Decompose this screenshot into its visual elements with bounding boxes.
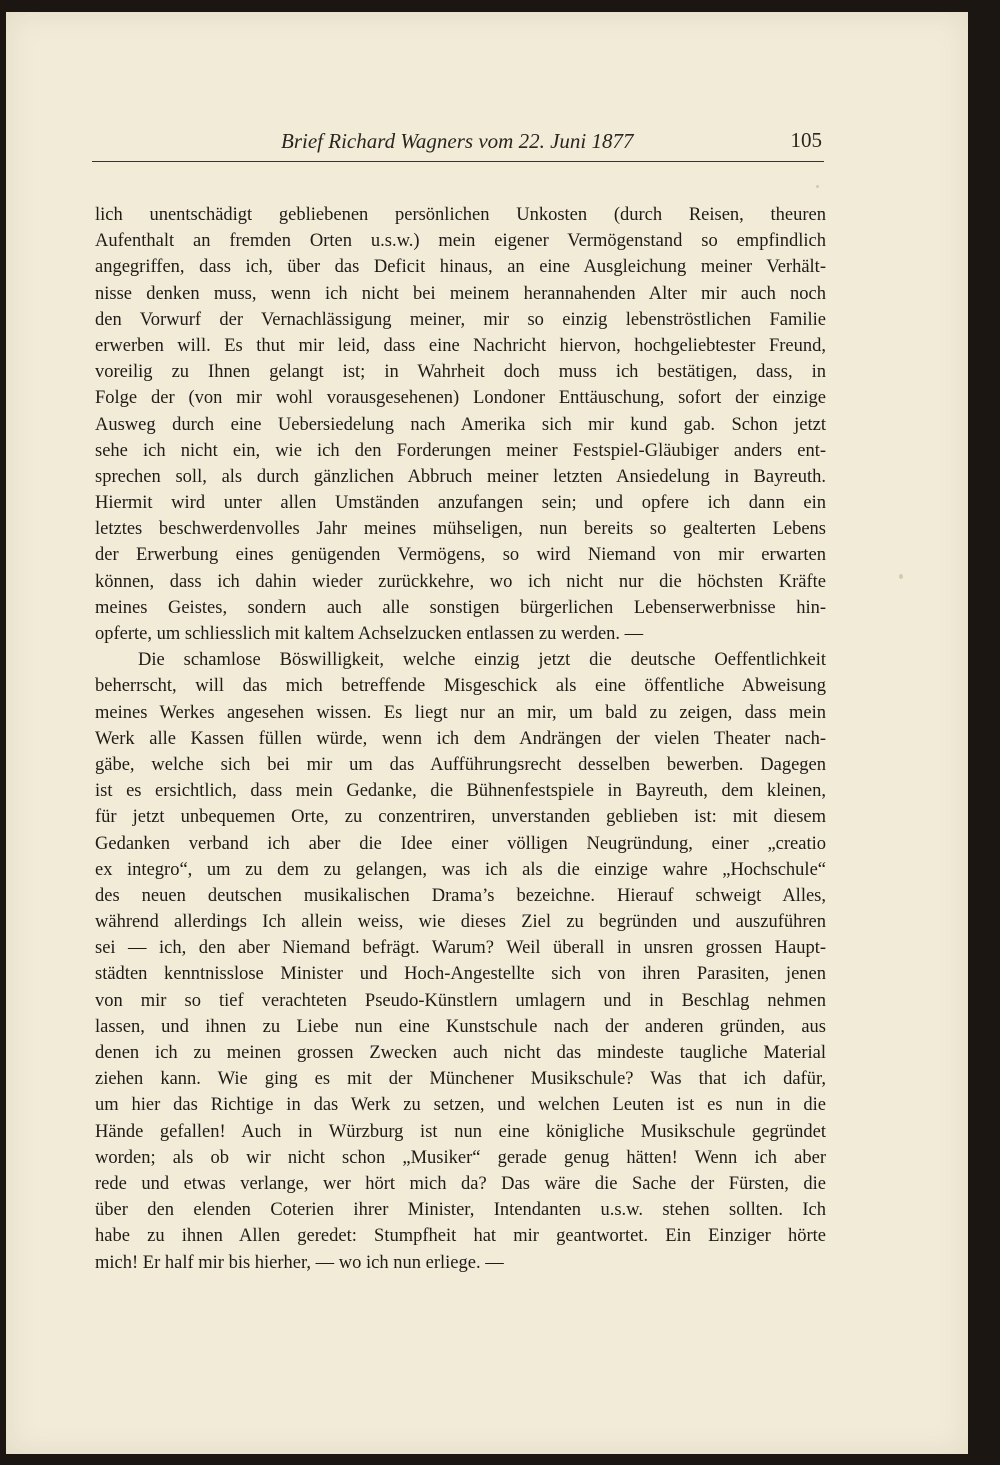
text-line: sprechen soll, als durch gänzlichen Abbruch meiner letzten Ansiedelung in Bayreuth.: [95, 466, 826, 487]
text-line: Aufenthalt an fremden Orten u.s.w.) mein eigener Vermögenstand so empfindlich: [95, 231, 826, 252]
text-line: den Vorwurf der Vernachlässigung meiner, mir so einzig lebenströstlichen Familie: [95, 309, 826, 330]
text-line: opferte, um schliesslich mit kaltem Achselzucken entlassen zu werden. —: [95, 624, 644, 644]
text-line: Werk alle Kassen füllen würde, wenn ich dem Andrängen der vielen Theater nach-: [95, 728, 826, 749]
text-line: erwerben will. Es thut mir leid, dass eine Nachricht hiervon, hochgeliebtester Freund,: [95, 335, 826, 356]
text-line: Ausweg durch eine Uebersiedelung nach Amerika sich mir kund gab. Schon jetzt: [95, 414, 826, 435]
text-line: Hände gefallen! Auch in Würzburg ist nun eine königliche Musikschule gegründet: [95, 1121, 826, 1142]
text-line: worden; als ob wir nicht schon „Musiker“ gerade genug hätten! Wenn ich aber: [95, 1147, 826, 1168]
text-line: können, dass ich dahin wieder zurückkehre, wo ich nicht nur die höchsten Kräfte: [95, 571, 826, 592]
text-line: nisse denken muss, wenn ich nicht bei meinem herannahenden Alter mir auch noch: [95, 283, 826, 304]
text-line: um hier das Richtige in das Werk zu setzen, und welchen Leuten ist es nun in die: [95, 1095, 826, 1116]
page-number: 105: [790, 128, 822, 152]
text-line: ex integro“, um zu dem zu gelangen, was ich als die einzige wahre „Hochschule“: [95, 859, 826, 880]
text-line: meines Werkes angesehen wissen. Es liegt nur an mir, um bald zu zeigen, dass mein: [95, 702, 826, 723]
body-text: [95, 202, 826, 1276]
text-line: von mir so tief verachteten Pseudo-Künstlern umlagern und in Beschlag nehmen: [95, 990, 826, 1011]
text-line: Hiermit wird unter allen Umständen anzufangen sein; und opfere ich dann ein: [95, 493, 826, 514]
text-line: der Erwerbung eines genügenden Vermögens, so wird Niemand von mir erwarten: [95, 545, 826, 566]
text-line: während allerdings Ich allein weiss, wie dieses Ziel zu begründen und auszuführen: [95, 912, 826, 933]
text-line: voreilig zu Ihnen gelangt ist; in Wahrheit doch muss ich bestätigen, dass, in: [95, 362, 826, 383]
text-line: sehe ich nicht ein, wie ich den Forderungen meiner Festspiel-Gläubiger anders ent-: [95, 440, 826, 461]
text-line: mich! Er half mir bis hierher, — wo ich nun erliege. —: [95, 1252, 504, 1273]
text-line: lassen, und ihnen zu Liebe nun eine Kunstschule nach der anderen gründen, aus: [95, 1016, 826, 1037]
text-line: städten kenntnisslose Minister und Hoch-Angestellte sich von ihren Parasiten, jenen: [95, 964, 826, 985]
text-line: Gedanken verband ich aber die Idee einer völligen Neugründung, einer „creatio: [95, 833, 826, 854]
text-line: gäbe, welche sich bei mir um das Aufführungsrecht desselben bewerben. Dagegen: [95, 754, 826, 775]
paragraph-first-line: Die schamlose Böswilligkeit, welche einzig jetzt die deutsche Oeffentlichkeit: [138, 650, 826, 671]
text-line: meines Geistes, sondern auch alle sonstigen bürgerlichen Lebenserwerbnisse hin-: [95, 597, 826, 618]
text-line: für jetzt unbequemen Orte, zu conzentriren, unverstanden geblieben ist: mit diesem: [95, 807, 826, 828]
text-line: über den elenden Coterien ihrer Minister, Intendanten u.s.w. stehen sollten. Ich: [95, 1200, 826, 1221]
text-line: lich unentschädigt gebliebenen persönlichen Unkosten (durch Reisen, theuren: [95, 205, 826, 225]
text-line: rede und etwas verlange, wer hört mich da? Das wäre die Sache der Fürsten, die: [95, 1173, 826, 1194]
running-title: Brief Richard Wagners vom 22. Juni 1877: [281, 129, 634, 153]
text-line: letztes beschwerdenvolles Jahr meines mühseligen, nun bereits so gealterten Lebens: [95, 519, 826, 540]
running-header: [92, 124, 824, 164]
text-line: ziehen kann. Wie ging es mit der Münchener Musikschule? Was that ich dafür,: [95, 1069, 826, 1090]
text-line: Folge der (von mir wohl vorausgesehenen) Londoner Enttäuschung, sofort der einzige: [95, 388, 826, 409]
text-line: sei — ich, den aber Niemand befrägt. Warum? Weil überall in unsren grossen Haupt-: [95, 938, 826, 959]
text-line: des neuen deutschen musikalischen Drama’s bezeichne. Hierauf schweigt Alles,: [95, 885, 826, 906]
text-line: ist es ersichtlich, dass mein Gedanke, die Bühnenfestspiele in Bayreuth, dem kleinen,: [95, 781, 826, 802]
paper-speck: [899, 574, 903, 579]
text-line: beherrscht, will das mich betreffende Misgeschick als eine öffentliche Abweisung: [95, 676, 826, 697]
text-line: angegriffen, dass ich, über das Deficit hinaus, an eine Ausgleichung meiner Verhält-: [95, 257, 826, 278]
paper-speck: [816, 185, 819, 188]
header-rule: [92, 161, 824, 162]
text-line: denen ich zu meinen grossen Zwecken auch nicht das mindeste taugliche Material: [95, 1043, 826, 1063]
text-line: habe zu ihnen Allen geredet: Stumpfheit hat mir geantwortet. Ein Einziger hörte: [95, 1226, 826, 1247]
